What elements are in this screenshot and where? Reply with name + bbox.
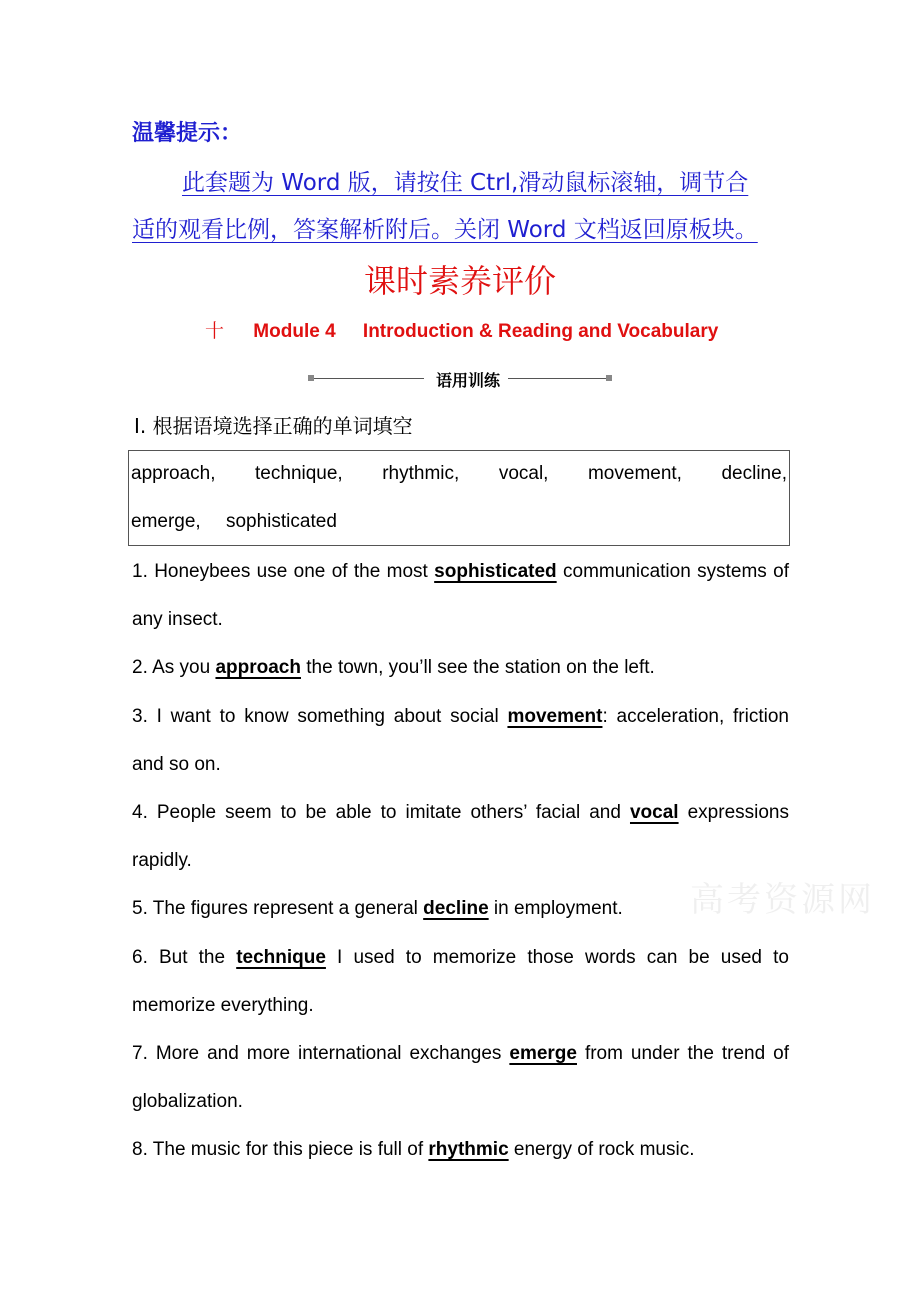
banner-right-ornament bbox=[606, 375, 612, 381]
question-text: I used to memorize those words can be used to memorize everything. bbox=[132, 946, 789, 1016]
question-text: in employment. bbox=[488, 898, 623, 920]
notice-line-1: 此套题为 Word 版，请按住 Ctrl,滑动鼠标滚轴，调节合 bbox=[182, 170, 749, 196]
question-text: 6. But the bbox=[132, 946, 237, 968]
banner-right-rule bbox=[508, 378, 606, 379]
lesson-topic: Introduction & Reading and Vocabulary bbox=[362, 321, 719, 342]
banner-left-rule bbox=[314, 378, 424, 379]
answer-word: rhythmic bbox=[428, 1139, 509, 1161]
question-text: 7. More and more international exchanges bbox=[132, 1043, 510, 1065]
notice-line-2: 适的观看比例，答案解析附后。关闭 Word 文档返回原板块。 bbox=[132, 217, 758, 243]
question-text: communication systems of any insect. bbox=[132, 561, 789, 631]
answer-word: sophisticated bbox=[434, 561, 557, 582]
question-item-4 bbox=[132, 789, 789, 885]
lesson-subtitle bbox=[205, 316, 718, 343]
question-text: from under the trend of globalization. bbox=[132, 1043, 789, 1113]
page-title: 课时素养评价 bbox=[363, 262, 556, 300]
question-text: 2. As you bbox=[132, 657, 216, 679]
word-bank-item: technique, bbox=[255, 463, 343, 484]
word-bank-row-1 bbox=[131, 463, 787, 485]
answer-word: approach bbox=[215, 657, 301, 679]
question-list bbox=[132, 548, 789, 1175]
answer-word: movement bbox=[507, 705, 603, 727]
part-heading: Ⅰ. 根据语境选择正确的单词填空 bbox=[134, 414, 413, 438]
question-text: expressions rapidly. bbox=[132, 802, 789, 872]
notice-heading: 温馨提示： bbox=[132, 121, 243, 146]
notice-body bbox=[132, 160, 792, 254]
word-bank-item: vocal, bbox=[498, 463, 549, 484]
word-bank-item: approach, bbox=[131, 463, 216, 484]
question-item-1 bbox=[132, 548, 789, 644]
question-text: 4. People seem to be able to imitate others’ facial and bbox=[132, 802, 630, 824]
word-bank-item: rhythmic, bbox=[382, 463, 460, 484]
question-text: the town, you’ll see the station on the left. bbox=[300, 657, 655, 679]
word-bank-item: emerge, bbox=[131, 511, 201, 532]
watermark: 高考资源网 bbox=[690, 880, 875, 920]
word-bank-box bbox=[128, 450, 790, 546]
answer-word: technique bbox=[236, 946, 326, 968]
module-label: Module 4 bbox=[253, 321, 336, 342]
answer-word: decline bbox=[423, 898, 489, 920]
question-item-2 bbox=[132, 644, 789, 692]
answer-word: vocal bbox=[629, 802, 679, 824]
question-item-3 bbox=[132, 693, 789, 789]
question-text: energy of rock music. bbox=[508, 1139, 695, 1161]
word-bank-item: movement, bbox=[587, 463, 682, 484]
word-bank-item: decline, bbox=[721, 463, 787, 484]
answer-word: emerge bbox=[509, 1043, 577, 1065]
question-item-7 bbox=[132, 1030, 789, 1126]
question-text: 3. I want to know something about social bbox=[132, 705, 508, 727]
question-text: 8. The music for this piece is full of bbox=[132, 1139, 429, 1161]
section-banner bbox=[308, 368, 612, 390]
question-text: 5. The figures represent a general bbox=[132, 898, 424, 920]
question-text: : acceleration, friction and so on. bbox=[132, 705, 789, 775]
lesson-number: 十 bbox=[205, 320, 225, 342]
question-text: 1. Honeybees use one of the most bbox=[132, 561, 435, 582]
section-label: 语用训练 bbox=[435, 371, 500, 390]
question-item-8 bbox=[132, 1126, 789, 1174]
word-bank-item: sophisticated bbox=[225, 511, 337, 532]
question-item-6 bbox=[132, 934, 789, 1030]
word-bank-row-2 bbox=[131, 511, 337, 533]
